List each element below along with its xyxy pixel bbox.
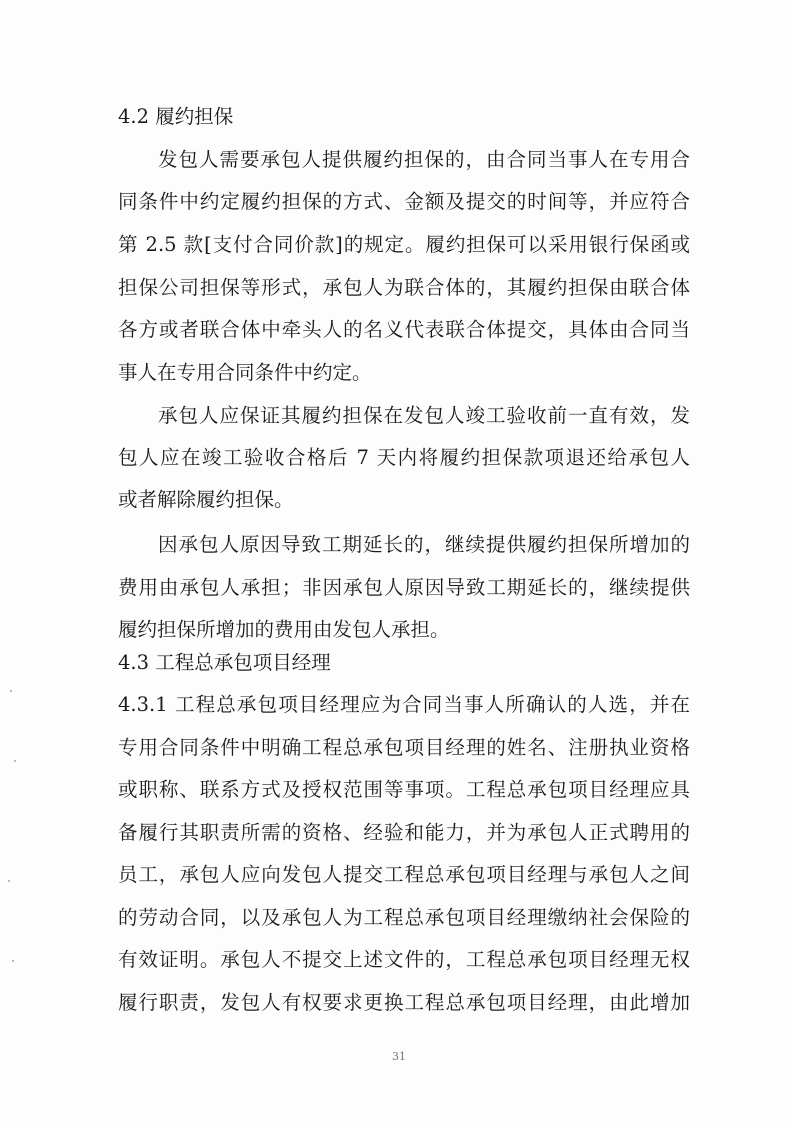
text-line: 4.3.1 工程总承包项目经理应为合同当事人所确认的人选，并在: [118, 693, 690, 716]
text-line: 费用由承包人承担；非因承包人原因导致工期延长的，继续提供: [118, 576, 690, 599]
text-line: 发包人需要承包人提供履约担保的，由合同当事人在专用合: [158, 148, 690, 171]
page-number: 31: [392, 1050, 406, 1063]
text-line: 备履行其职责所需的资格、经验和能力，并为承包人正式聘用的: [118, 821, 690, 844]
text-line: 履行职责，发包人有权要求更换工程总承包项目经理，由此增加: [118, 991, 690, 1014]
scan-speck: [12, 960, 14, 962]
text-line: 专用合同条件中明确工程总承包项目经理的姓名、注册执业资格: [118, 736, 690, 759]
text-line: 各方或者联合体中牵头人的名义代表联合体提交，具体由合同当: [118, 318, 690, 341]
section-heading-4-3: 4.3 工程总承包项目经理: [118, 651, 331, 674]
text-line: 或者解除履约担保。: [118, 488, 294, 511]
text-line: 有效证明。承包人不提交上述文件的，工程总承包项目经理无权: [118, 948, 690, 971]
text-line: 履约担保所增加的费用由发包人承担。: [118, 618, 450, 641]
text-line: 员工，承包人应向发包人提交工程总承包项目经理与承包人之间: [118, 863, 690, 886]
text-line: 包人应在竣工验收合格后 7 天内将履约担保款项退还给承包人: [118, 446, 690, 469]
text-line: 同条件中约定履约担保的方式、金额及提交的时间等，并应符合: [118, 190, 690, 213]
scan-speck: [8, 880, 10, 882]
scan-speck: [14, 760, 16, 762]
text-line: 第 2.5 款[支付合同价款]的规定。履约担保可以采用银行保函或: [118, 233, 690, 256]
text-line: 因承包人原因导致工期延长的，继续提供履约担保所增加的: [158, 533, 690, 556]
text-line: 的劳动合同，以及承包人为工程总承包项目经理缴纳社会保险的: [118, 906, 690, 929]
text-line: 或职称、联系方式及授权范围等事项。工程总承包项目经理应具: [118, 778, 690, 801]
scan-speck: [10, 690, 12, 692]
text-line: 承包人应保证其履约担保在发包人竣工验收前一直有效，发: [158, 404, 690, 427]
text-line: 事人在专用合同条件中约定。: [118, 361, 372, 384]
section-heading-4-2: 4.2 履约担保: [118, 105, 234, 128]
text-line: 担保公司担保等形式，承包人为联合体的，其履约担保由联合体: [118, 276, 690, 299]
